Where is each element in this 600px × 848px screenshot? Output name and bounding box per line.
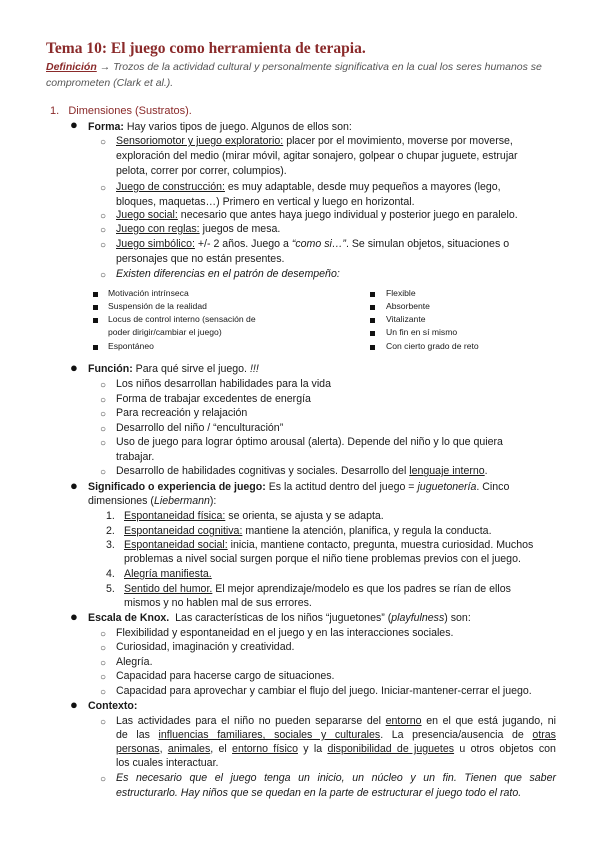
square-bullet-icon xyxy=(370,292,375,297)
circle-bullet-icon: ○ xyxy=(100,395,107,406)
circle-bullet-icon: ○ xyxy=(100,424,107,435)
bullet-icon: ● xyxy=(70,609,78,624)
bullet-icon: ● xyxy=(70,478,78,493)
square-bullet-icon xyxy=(370,345,375,350)
square-bullet-icon xyxy=(370,305,375,310)
square-bullet-icon xyxy=(370,318,375,323)
circle-bullet-icon: ○ xyxy=(100,240,107,251)
circle-bullet-icon: ○ xyxy=(100,270,107,281)
circle-bullet-icon: ○ xyxy=(100,137,107,148)
list-item: Juego social: necesario que antes haya juego individual y posterior juego en paralelo. xyxy=(116,209,518,221)
bullet-icon: ● xyxy=(70,117,78,132)
square-bullet-icon xyxy=(370,331,375,336)
list-item: Espontaneidad cognitiva: mantiene la atención, planifica, y regula la conducta. xyxy=(124,525,492,537)
circle-bullet-icon: ○ xyxy=(100,438,107,449)
circle-bullet-icon: ○ xyxy=(100,467,107,478)
list-item: Juego de construcción: es muy adaptable, desde muy pequeños a mayores (lego, xyxy=(116,181,501,193)
significado-item: Significado o experiencia de juego: Es la actitud dentro del juego = juguetonería. Cinco xyxy=(88,481,510,493)
list-item: Espontaneidad física: se orienta, se ajusta y se adapta. xyxy=(124,510,384,522)
knox-item: Escala de Knox. Las características de los niños “juguetones” (playfulness) son: xyxy=(88,612,471,624)
list-item: Existen diferencias en el patrón de desempeño: xyxy=(116,268,340,280)
forma-item: Forma: Hay varios tipos de juego. Algunos de ellos son: xyxy=(88,121,352,133)
circle-bullet-icon: ○ xyxy=(100,225,107,236)
list-item: Alegría manifiesta. xyxy=(124,568,212,580)
definition-text: Trozos de la actividad cultural y personalmente significativa en la cual los seres humanos se comprometen (Clark et al.). xyxy=(46,61,542,89)
circle-bullet-icon: ○ xyxy=(100,658,107,669)
list-item: Sentido del humor. El mejor aprendizaje/modelo es que los padres se rían de ellos xyxy=(124,583,511,595)
circle-bullet-icon: ○ xyxy=(100,643,107,654)
circle-bullet-icon: ○ xyxy=(100,774,107,785)
list-item: Juego simbólico: +/- 2 años. Juego a “como si…”. Se simulan objetos, situaciones o xyxy=(116,238,510,250)
circle-bullet-icon: ○ xyxy=(100,717,107,728)
circle-bullet-icon: ○ xyxy=(100,672,107,683)
bullet-icon: ● xyxy=(70,360,78,375)
square-bullet-icon xyxy=(93,305,98,310)
square-bullet-icon xyxy=(93,345,98,350)
circle-bullet-icon: ○ xyxy=(100,629,107,640)
list-item: Juego con reglas: juegos de mesa. xyxy=(116,223,281,235)
definition-label: Definición xyxy=(46,61,97,73)
bullet-icon: ● xyxy=(70,697,78,712)
document-page: Tema 10: El juego como herramienta de terapia. Definición → Trozos de la actividad cultural y personalmente significativa en la cual los seres humanos se comprometen (Clark et al.). 1. Dimensiones (Sustratos). ● Forma: Hay varios tipos de juego. Algunos de ellos son: ○ Sensoriomotor y juego exploratorio: placer por el movimiento, moverse por moverse, exploración del medio (mirar móvil, agitar sonajero, golpear o chupar juguete, estrujar pelota, correr por correr, columpios). ○ Juego de construcción: es muy adaptable, desde muy pequeños a mayores (lego, bloques, maquetas…) Primero en vertical y luego en horizontal. ○ Juego social: necesario que antes haya juego individual y posterior juego en paralelo. ○ Juego con reglas: juegos de mesa. ○ Juego simbólico: +/- 2 años. Juego a “como si…”. Se simulan objetos, situaciones o personajes que no están presentes. ○ Existen diferencias en el patrón de desempeño: Motivación intrínseca Suspensión de la realidad Locus de control interno (sensación de poder dirigir/cambiar el juego) Espontáneo Flexible Absorbente Vitalizante Un fin en sí mismo Con cierto grado de reto ● Función: Para qué sirve el juego. !!! ○ Los niños desarrollan habilidades para la vida ○ Forma de trabajar excedentes de energía ○ Para recreación y relajación ○ Desarrollo del niño / “enculturación” ○ Uso de juego para lograr óptimo arousal (alerta). Depende del niño y lo que quiera trabajar. ○ Desarrollo de habilidades cognitivas y sociales. Desarrollo del lenguaje interno. ● Significado o experiencia de juego: Es la actitud dentro del juego = juguetonería. Cinco dimensiones (Liebermann): 1. Espontaneidad física: se orienta, se ajusta y se adapta. 2. Espontaneidad cognitiva: mantiene la atención, planifica, y regula la conducta. 3. Espontaneidad social: inicia, mantiene contacto, pregunta, muestra curiosidad. Muchos problemas a nivel social surgen porque el niño tiene problemas previos con el juego. 4. Alegría manifiesta. 5. Sentido del humor. El mejor aprendizaje/modelo es que los padres se rían de ellos mismos y no hablen mal de sus errores. ● Escala de Knox. Las características de los niños “juguetones” (playfulness) son: ○ Flexibilidad y espontaneidad en el juego y en las interacciones sociales. ○ Curiosidad, imaginación y creatividad. ○ Alegría. ○ Capacidad para hacerse cargo de situaciones. ○ Capacidad para aprovechar y cambiar el flujo del juego. Iniciar-mantener-cerrar el juego. ● Contexto: ○ Las actividades para el niño no pueden separarse del entorno en el que está jugando, ni de las influencias familiares, sociales y culturales. La presencia/ausencia de otras personas, animales, el entorno físico y la disponibilidad de juguetes u otros objetos con los cuales interactuar. ○ Es necesario que el juego tenga un inicio, un núcleo y un fin. Tienen que saber estructurarlo. Hay niños que se quedan en la parte de estructurar el juego todo el rato. xyxy=(46,40,556,799)
circle-bullet-icon: ○ xyxy=(100,409,107,420)
funcion-item: Función: Para qué sirve el juego. !!! xyxy=(88,363,259,375)
definition xyxy=(46,60,558,91)
list-item: Sensoriomotor y juego exploratorio: placer por el movimiento, moverse por moverse, xyxy=(116,135,513,147)
page-title: Tema 10: El juego como herramienta de terapia. xyxy=(46,40,366,57)
list-item: Espontaneidad social: inicia, mantiene contacto, pregunta, muestra curiosidad. Muchos xyxy=(124,539,534,551)
circle-bullet-icon: ○ xyxy=(100,183,107,194)
contexto-item: Contexto: xyxy=(88,700,138,712)
square-bullet-icon xyxy=(93,318,98,323)
circle-bullet-icon: ○ xyxy=(100,687,107,698)
section-heading: 1. Dimensiones (Sustratos). xyxy=(50,105,192,117)
arrow-icon: → xyxy=(99,61,111,73)
square-bullet-icon xyxy=(93,292,98,297)
circle-bullet-icon: ○ xyxy=(100,380,107,391)
circle-bullet-icon: ○ xyxy=(100,211,107,222)
